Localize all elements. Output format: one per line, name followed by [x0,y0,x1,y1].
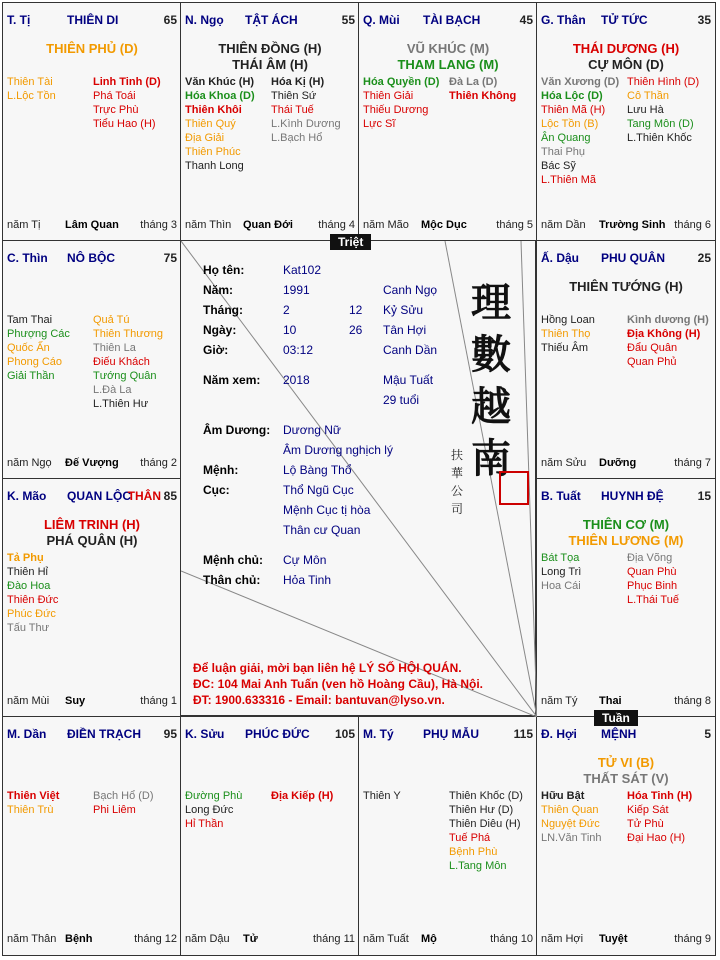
main-star: THIÊN CƠ (M) [582,517,670,532]
palace-header [7,13,177,27]
hour-value: 03:12 [283,343,314,357]
minor-star: Văn Khúc (H) [185,76,255,88]
calligraphy-char-3: 越 [471,383,511,430]
palace-branch: M. Dần [7,727,47,741]
palace-year: năm Hợi [541,933,584,945]
menh-label: Mệnh: [203,463,239,477]
minor-star: Thiên La [93,342,136,354]
palace-stage: Đế Vượng [65,457,119,469]
minor-star: Văn Xương (D) [541,76,620,88]
palace-branch: Q. Mùi [363,13,400,27]
minor-star: L.Kình Dương [271,118,341,130]
minor-star: Thiên Việt [7,790,60,802]
age-value: 29 tuổi [383,393,420,407]
minor-star: Thiên Tài [7,76,53,88]
small-char-1: 扶 [451,448,464,462]
day-label: Ngày: [203,323,237,337]
minor-star: Ân Quang [541,132,591,144]
minor-star: Điếu Khách [93,356,150,368]
minor-star: Thiếu Dương [363,104,429,116]
palace-month: tháng 10 [490,933,533,945]
minor-star: Bệnh Phù [449,846,498,858]
minor-star: Thiên Hình (D) [627,76,700,88]
palace-header [185,727,355,741]
minor-stars-left [7,789,59,817]
minor-star: Kiếp Sát [627,804,669,816]
palace-header [541,727,711,741]
minor-star: Thiên Thương [93,328,164,340]
palace-footer [541,457,711,471]
minor-star: Tam Thai [7,314,53,326]
minor-star: Đẩu Quân [627,342,678,354]
cuc-label: Cục: [203,483,230,497]
palace-ty[interactable] [358,716,538,956]
minor-star: Đà La (D) [449,76,498,88]
calligraphy-char-1: 理 [471,279,511,326]
view-year-canchi: Mậu Tuất [383,373,434,387]
than-marker: THÂN [127,489,161,503]
palace-month: tháng 9 [674,933,711,945]
cuc-value: Thổ Ngũ Cục [283,483,354,497]
minor-star: Thiên Y [363,790,401,802]
minor-star: Tuế Phá [449,832,491,844]
triet-tag: Triệt [330,234,371,250]
minor-star: Hóa Quyền (D) [363,76,440,88]
cuc-note-1: Mệnh Cục tị hòa [283,503,371,517]
minor-star: Địa Võng [627,552,673,564]
minor-star: L.Lộc Tồn [7,90,56,102]
main-star: VŨ KHÚC (M) [406,41,490,56]
palace-branch: K. Sửu [185,727,225,741]
contact-line-2: ĐC: 104 Mai Anh Tuấn (ven hồ Hoàng Cầu), Hà Nội. [193,677,484,691]
minor-star: Thiên Giải [363,90,414,102]
palace-year: năm Sửu [541,457,587,469]
minor-stars-right [271,789,333,803]
thanchu-value: Hỏa Tinh [283,573,332,587]
main-stars [359,41,537,73]
minor-stars-left [7,75,56,103]
month-canchi: Kỷ Sửu [383,303,424,317]
minor-stars-left [541,789,602,845]
palace-header [541,251,711,265]
palace-age: 85 [163,489,177,503]
day-lunar: 26 [349,323,363,337]
palace-month: tháng 8 [674,695,711,707]
minor-stars-left [185,789,242,831]
palace-footer [541,695,711,709]
main-stars [181,41,359,73]
palace-name: PHÚC ĐỨC [245,727,310,741]
day-canchi: Tân Hợi [383,323,427,337]
minor-star: Thiên Phúc [185,146,241,158]
minor-star: L.Đà La [93,384,132,396]
menhchu-value: Cự Môn [283,553,327,567]
minor-stars-right [627,789,692,845]
calligraphy-char-2: 數 [471,331,511,378]
palace-name: TẬT ÁCH [245,13,298,27]
palace-footer [7,933,177,947]
small-calligraphy [451,446,463,518]
palace-name: ĐIỀN TRẠCH [67,727,141,741]
cuc-note-2: Thân cư Quan [283,523,361,537]
main-star: THÁI DƯƠNG (H) [572,41,680,56]
palace-name: NÔ BỘC [67,251,115,265]
palace-footer [363,219,533,233]
contact-line-3: ĐT: 1900.633316 - Email: bantuvan@lyso.vn. [193,693,445,707]
palace-age: 115 [513,727,533,741]
palace-stage: Quan Đới [243,219,293,231]
minor-star: Thiên Thọ [541,328,591,340]
minor-star: Thai Phụ [541,146,586,158]
main-star: THAM LANG (M) [397,57,499,72]
main-stars [537,755,715,787]
main-stars [537,279,715,295]
palace-hoi[interactable] [536,716,716,956]
palace-name: HUYNH ĐỆ [601,489,664,503]
minor-star: Hóa Tinh (H) [627,790,693,802]
main-star: THIÊN ĐỒNG (H) [218,41,322,56]
palace-age: 105 [334,727,355,741]
minor-star: Thiên Diêu (H) [449,818,521,830]
palace-age: 45 [519,13,533,27]
palace-ngo[interactable] [180,2,360,242]
palace-than[interactable] [536,2,716,242]
palace-branch: Đ. Hợi [541,727,577,741]
palace-year: năm Tý [541,695,578,707]
palace-name: THIÊN DI [67,13,119,27]
palace-header [541,489,711,503]
minor-star: Hữu Bật [541,790,585,802]
minor-star: Lộc Tồn (B) [541,118,599,130]
minor-star: Phượng Các [7,328,70,340]
thanchu-label: Thân chủ: [203,573,261,587]
main-star: LIÊM TRINH (H) [43,517,141,532]
palace-age: 15 [697,489,711,503]
minor-star: Phúc Đức [7,608,56,620]
minor-star: Tướng Quân [93,370,157,382]
minor-star: Tấu Thư [7,622,50,634]
minor-stars-right [93,313,163,411]
minor-star: Giải Thần [7,370,55,382]
minor-star: Tử Phù [627,818,664,830]
name-value: Kat102 [283,263,322,277]
name-label: Họ tên: [203,263,245,277]
minor-star: Địa Kiếp (H) [271,790,334,802]
minor-star: Hóa Lộc (D) [541,90,603,102]
palace-month: tháng 3 [140,219,177,231]
palace-dan[interactable] [2,716,182,956]
palace-stage: Trường Sinh [599,219,666,231]
minor-star: Kình dương (H) [627,314,709,326]
contact-line-1: Để luận giải, mời bạn liên hệ LÝ SỐ HỘI QUÁN. [193,661,462,675]
minor-star: Thiên Quan [541,804,599,816]
palace-month: tháng 1 [140,695,177,707]
palace-month: tháng 12 [134,933,177,945]
palace-name: TỬ TỨC [601,13,648,27]
palace-footer [7,457,177,471]
minor-star: Cô Thần [627,90,669,102]
day-value: 10 [283,323,297,337]
year-canchi: Canh Ngọ [383,283,438,297]
palace-month: tháng 11 [312,933,355,945]
small-char-4: 司 [451,502,464,516]
minor-star: Bác Sỹ [541,160,576,172]
view-year-label: Năm xem: [203,373,261,387]
minor-star: Đại Hao (H) [627,832,686,844]
month-label: Tháng: [203,303,243,317]
palace-branch: K. Mão [7,489,47,503]
main-star: THIÊN PHỦ (D) [46,41,138,56]
palace-year: năm Tị [7,219,41,231]
minor-star: Hồng Loan [541,314,595,326]
palace-month: tháng 2 [140,457,177,469]
minor-star: Hóa Khoa (D) [185,90,255,102]
palace-stage: Mộc Dục [421,219,467,231]
palace-year: năm Tuất [363,933,409,945]
minor-star: Địa Không (H) [627,328,701,340]
minor-star: Quốc Ấn [7,342,50,354]
view-year-value: 2018 [283,373,310,387]
palace-header [363,13,533,27]
palace-branch: M. Tý [363,727,394,741]
main-star: THẤT SÁT (V) [583,771,669,786]
minor-star: Long Đức [185,804,234,816]
palace-name: PHỤ MẪU [423,727,479,741]
amduong-value: Dương Nữ [283,423,341,437]
month-lunar: 12 [349,303,363,317]
palace-stage: Bệnh [65,933,93,945]
minor-stars-right [627,551,679,607]
main-stars [537,517,715,549]
palace-age: 25 [697,251,711,265]
palace-mui[interactable] [358,2,538,242]
palace-age: 75 [163,251,177,265]
palace-stage: Thai [599,695,622,707]
palace-header [7,251,177,265]
minor-stars-left [541,313,595,355]
main-stars [3,517,181,549]
minor-star: Quả Tú [93,314,130,326]
palace-month: tháng 6 [674,219,711,231]
palace-stage: Mộ [421,933,437,945]
minor-star: Lưu Hà [627,104,664,116]
main-star: PHÁ QUÂN (H) [46,533,138,548]
minor-star: Đường Phù [185,790,243,802]
tuan-tag: Tuần [594,710,638,726]
palace-stage: Suy [65,695,86,707]
minor-star: Lực Sĩ [363,118,396,130]
palace-footer [363,933,533,947]
palace-footer [7,695,177,709]
minor-star: Phi Liêm [93,804,136,816]
minor-stars-right [449,789,523,873]
minor-star: L.Thiên Hư [93,398,149,410]
palace-footer [541,933,711,947]
amduong-label: Âm Dương: [203,423,271,437]
small-char-3: 公 [451,484,464,498]
menh-value: Lộ Bàng Thổ [283,463,352,477]
palace-name: MỆNH [601,727,637,741]
minor-stars-left [541,75,619,187]
minor-star: Thiếu Âm [541,342,589,354]
minor-star: Thiên Khôi [185,104,242,116]
minor-stars-right [93,789,154,817]
minor-star: Tang Môn (D) [627,118,694,130]
palace-header [7,489,177,503]
minor-star: Đào Hoa [7,580,51,592]
minor-stars-right [271,75,341,145]
main-stars [537,41,715,73]
red-seal-stamp [499,471,529,505]
minor-star: L.Thái Tuế [627,594,679,606]
minor-star: Thiên Quý [185,118,236,130]
palace-month: tháng 5 [496,219,533,231]
main-star: THÁI ÂM (H) [232,57,308,72]
palace-footer [541,219,711,233]
palace-footer [185,933,355,947]
minor-star: Quan Phủ [627,356,677,368]
minor-stars-left [185,75,255,173]
palace-branch: Ấ. Dậu [541,251,580,265]
palace-year: năm Mùi [7,695,50,707]
minor-star: Hỉ Thần [185,818,224,830]
calligraphy-char-4: 南 [471,435,511,482]
palace-ti[interactable] [2,2,182,242]
palace-year: năm Ngọ [7,457,52,469]
palace-header [185,13,355,27]
minor-star: Thiên Sứ [271,90,317,102]
palace-stage: Lâm Quan [65,219,119,231]
minor-star: Thái Tuế [271,104,314,116]
palace-age: 35 [697,13,711,27]
minor-star: L.Tang Môn [449,860,507,872]
minor-star: L.Thiên Mã [541,174,597,186]
palace-stage: Dưỡng [599,457,637,469]
palace-suu[interactable] [180,716,360,956]
minor-star: Quan Phù [627,566,677,578]
minor-star: Hoa Cái [541,580,581,592]
palace-name: PHU QUÂN [601,251,666,265]
palace-name: QUAN LỘC [67,489,131,503]
palace-year: năm Dần [541,219,586,231]
palace-age: 55 [341,13,355,27]
palace-footer [7,219,177,233]
palace-age: 65 [163,13,177,27]
palace-header [541,13,711,27]
palace-footer [185,219,355,233]
minor-star: Địa Giải [185,132,225,144]
minor-stars-right [627,313,709,369]
minor-star: Linh Tinh (D) [93,76,161,88]
palace-branch: T. Tị [7,13,31,27]
minor-star: Phục Binh [627,580,678,592]
main-stars [3,41,181,57]
palace-year: năm Mão [363,219,409,231]
minor-stars-right [627,75,699,145]
main-star: THIÊN LƯƠNG (M) [568,533,684,548]
palace-month: tháng 7 [674,457,711,469]
minor-stars-left [7,551,58,635]
minor-star: Thiên Hư (D) [449,804,514,816]
palace-tuat[interactable] [536,478,716,718]
minor-stars-left [7,313,70,383]
palace-header [363,727,533,741]
month-value: 2 [283,303,290,317]
palace-year: năm Thìn [185,219,232,231]
small-char-2: 華 [451,466,464,480]
minor-star: Tiểu Hao (H) [93,118,156,130]
palace-branch: B. Tuất [541,489,581,503]
minor-star: Hóa Kị (H) [271,76,325,88]
palace-mao[interactable] [2,478,182,718]
minor-star: Thiên Không [449,90,517,102]
minor-star: Thiên Trù [7,804,54,816]
minor-star: Trực Phù [93,104,139,116]
minor-star: Tả Phụ [7,552,44,564]
minor-star: Bạch Hổ (D) [93,790,154,802]
minor-stars-left [541,551,581,593]
minor-star: L.Thiên Khốc [627,132,692,144]
minor-stars-right [449,75,516,103]
main-star: CỰ MÔN (D) [588,57,664,72]
minor-stars-left [363,75,439,131]
palace-branch: C. Thìn [7,251,48,265]
palace-age: 95 [163,727,177,741]
palace-name: TÀI BẠCH [423,13,481,27]
minor-star: Bát Tọa [541,552,580,564]
minor-star: Thiên Mã (H) [541,104,606,116]
minor-star: LN.Văn Tinh [541,832,602,844]
palace-thin[interactable] [2,240,182,480]
palace-year: năm Dậu [185,933,230,945]
palace-year: năm Thân [7,933,57,945]
minor-star: L.Bạch Hổ [271,132,323,144]
minor-stars-right [93,75,161,131]
menhchu-label: Mệnh chủ: [203,553,263,567]
palace-stage: Tuyệt [599,933,628,945]
palace-stage: Tử [243,933,258,945]
main-star: TỬ VI (B) [597,755,655,770]
palace-dau[interactable] [536,240,716,480]
year-value: 1991 [283,283,310,297]
palace-age: 5 [704,727,711,741]
center-info-panel [180,240,536,716]
minor-star: Thiên Đức [7,594,59,606]
minor-stars-left [363,789,401,803]
minor-star: Long Trì [541,566,582,578]
hour-label: Giờ: [203,343,229,357]
palace-branch: N. Ngọ [185,13,224,27]
amduong-note: Âm Dương nghịch lý [283,443,393,457]
palace-header [7,727,177,741]
minor-star: Thanh Long [185,160,244,172]
main-star: THIÊN TƯỚNG (H) [569,279,683,294]
minor-star: Nguyệt Đức [541,818,600,830]
minor-star: Phong Cáo [7,356,63,368]
minor-star: Thiên Hỉ [7,566,48,578]
minor-star: Thiên Khốc (D) [449,790,523,802]
hour-canchi: Canh Dần [383,343,438,357]
palace-branch: G. Thân [541,13,586,27]
palace-month: tháng 4 [318,219,355,231]
year-label: Năm: [203,283,234,297]
minor-star: Phá Toái [93,90,136,102]
